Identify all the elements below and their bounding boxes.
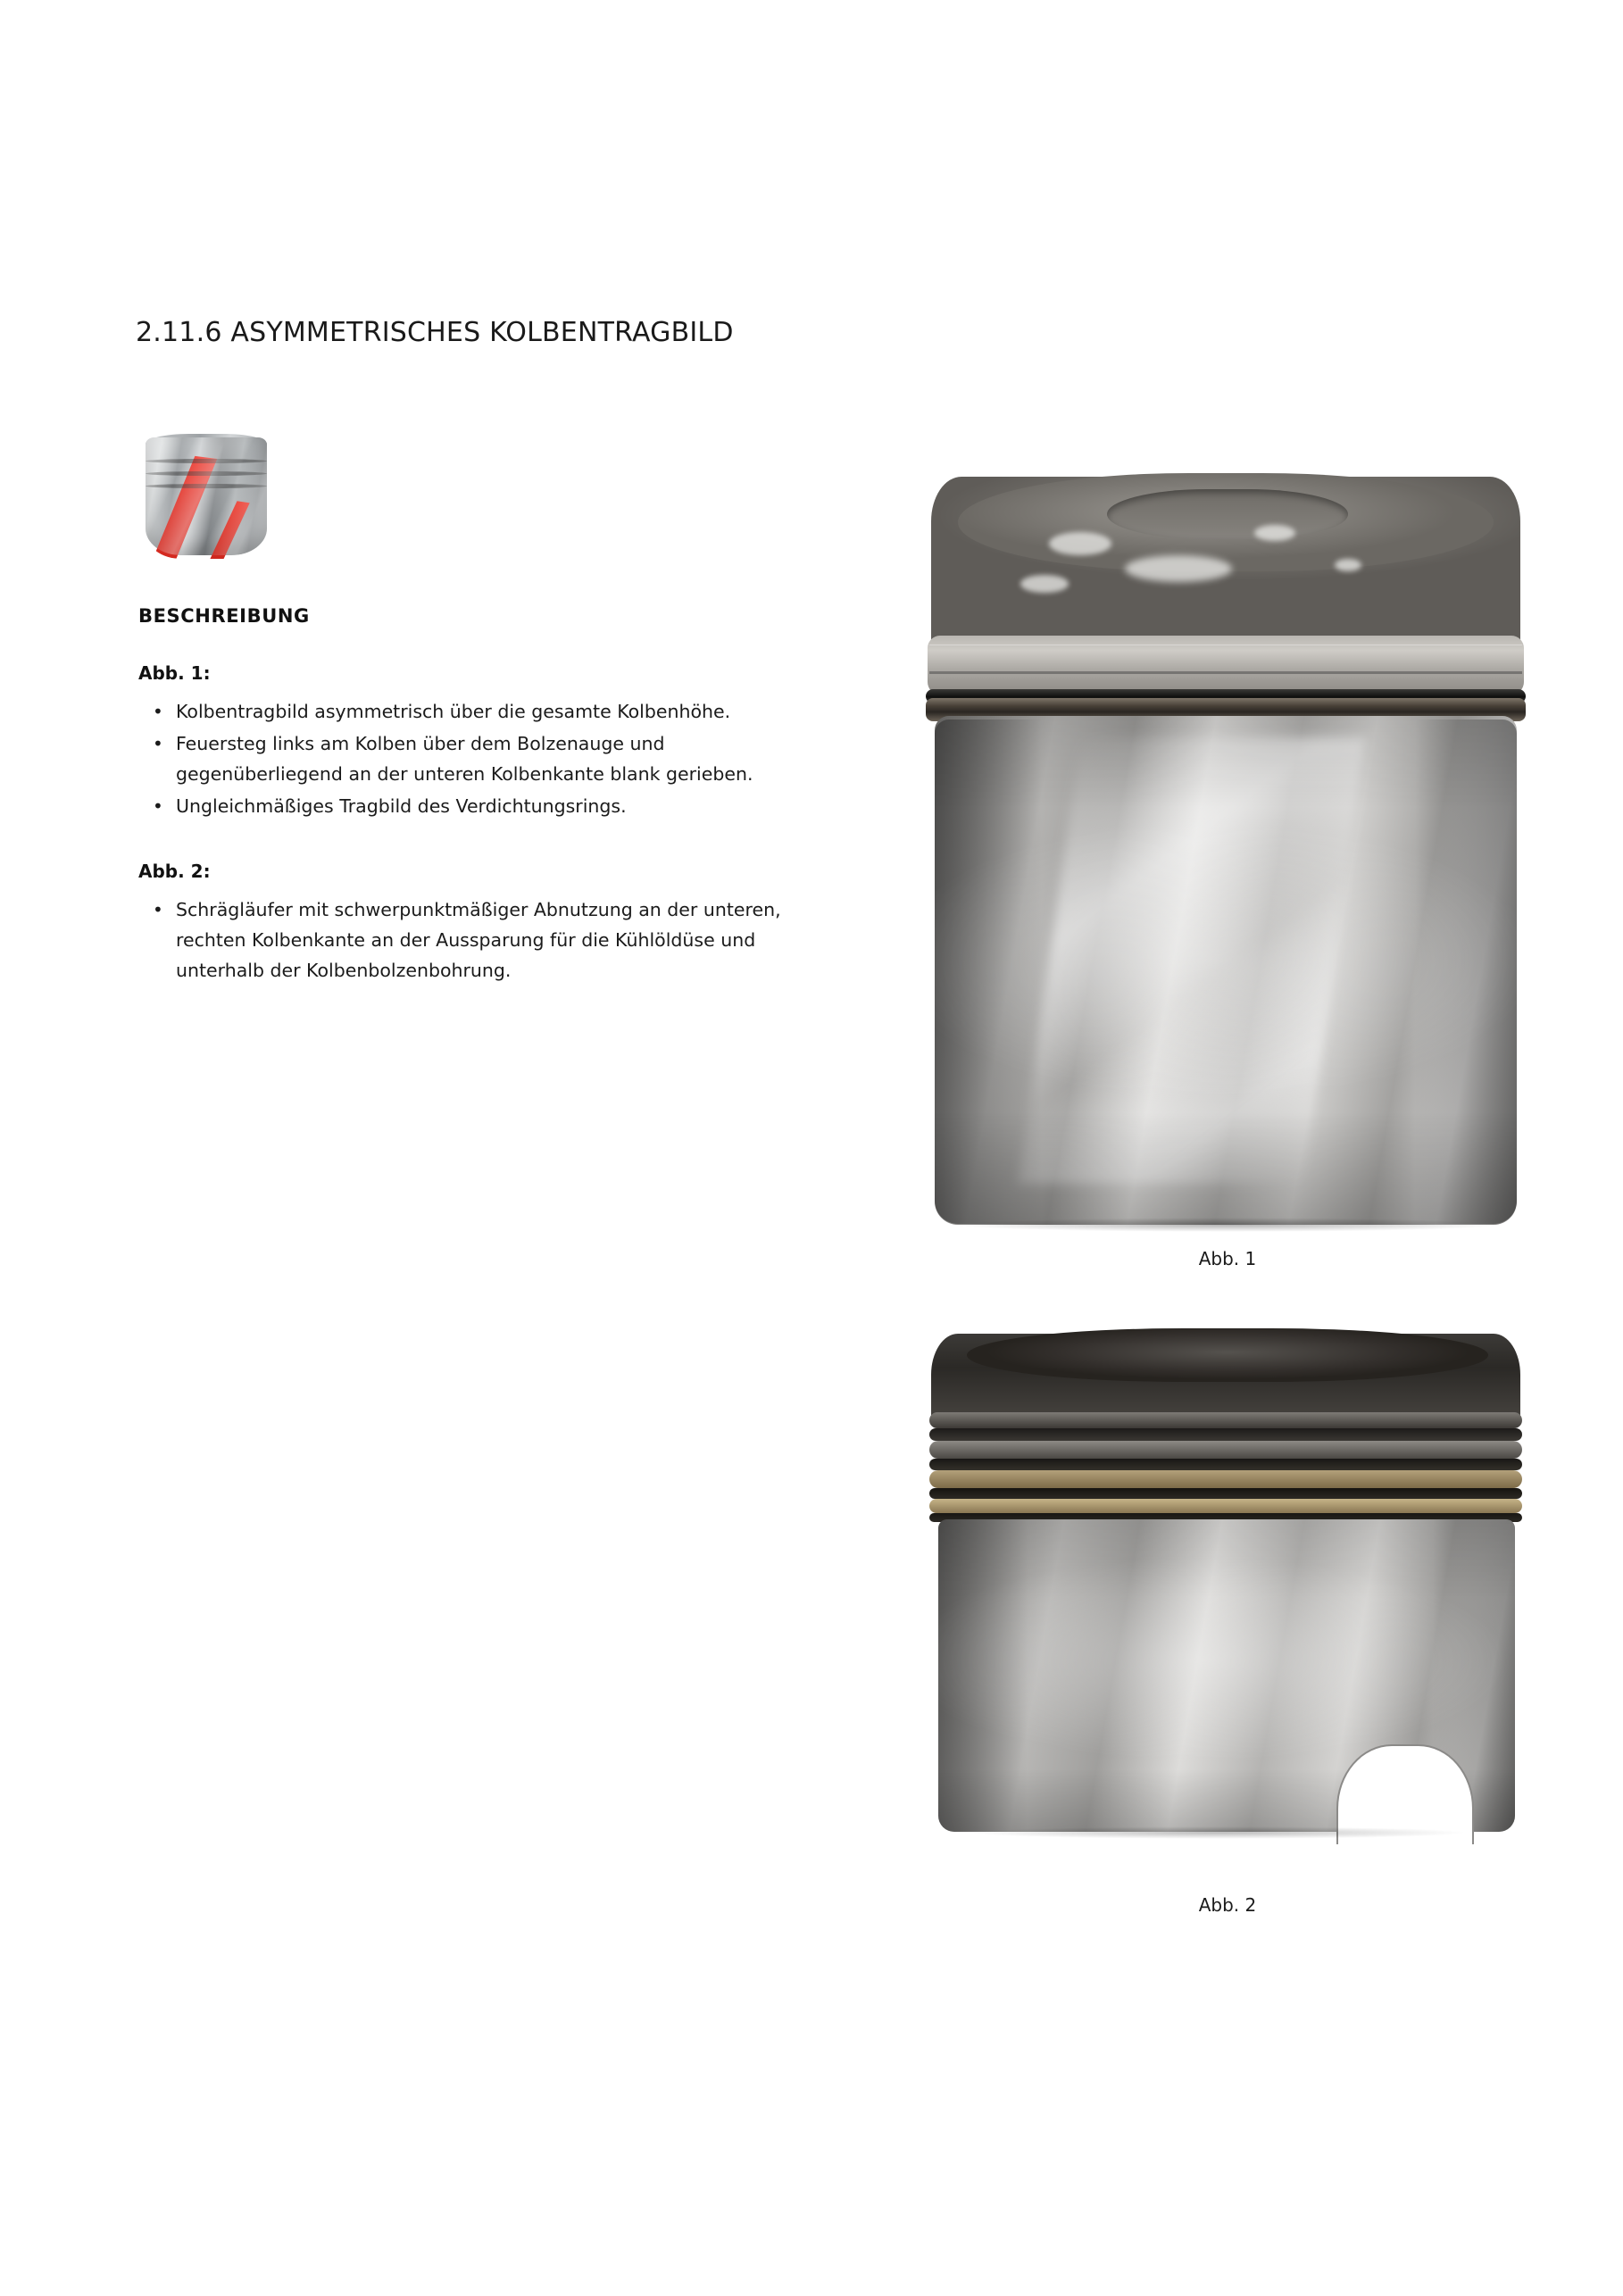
piston2-ring-bronze bbox=[929, 1470, 1522, 1488]
figure-1 bbox=[915, 470, 1540, 1269]
piston1-land-line bbox=[929, 671, 1522, 674]
piston1-ground-shadow bbox=[951, 1218, 1504, 1232]
piston-stripe-icon bbox=[138, 428, 274, 562]
piston-photo-1 bbox=[915, 470, 1540, 1237]
section-heading: BESCHREIBUNG bbox=[138, 605, 310, 627]
figure-1-label: Abb. 1: bbox=[138, 662, 211, 684]
piston2-groove-1 bbox=[929, 1428, 1522, 1441]
piston2-groove-3 bbox=[929, 1488, 1522, 1499]
list-item: • Kolbentragbild asymmetrisch über die gesamte Kolbenhöhe. bbox=[138, 696, 817, 727]
piston2-land-1 bbox=[929, 1412, 1522, 1428]
figure-2 bbox=[915, 1327, 1540, 1916]
piston1-deposit bbox=[1125, 555, 1232, 582]
piston2-groove-2 bbox=[929, 1459, 1522, 1470]
figure-1-caption: Abb. 1 bbox=[1198, 1248, 1257, 1269]
list-item: • Feuersteg links am Kolben über dem Bolzenauge und gegenüberliegend an der unteren Kolbenkante blank gerieben. bbox=[138, 728, 817, 789]
piston2-crown-top bbox=[967, 1328, 1488, 1382]
icon-ring-groove-1 bbox=[146, 459, 267, 463]
piston-photo-2 bbox=[915, 1327, 1540, 1880]
description-column bbox=[138, 428, 817, 1025]
figure-1-bullet-list bbox=[138, 696, 817, 821]
figure-2-bullet-list bbox=[138, 894, 817, 986]
icon-ring-groove-2 bbox=[146, 471, 267, 476]
piston2-land-2 bbox=[929, 1441, 1522, 1459]
piston1-skirt-sheen bbox=[935, 716, 1517, 1225]
piston1-deposit bbox=[1020, 575, 1069, 593]
piston1-deposit bbox=[1254, 525, 1295, 541]
list-item: • Ungleichmäßiges Tragbild des Verdichtungsrings. bbox=[138, 791, 817, 821]
figure-2-caption: Abb. 2 bbox=[1198, 1894, 1257, 1916]
icon-piston-clip bbox=[146, 434, 267, 559]
piston1-deposit bbox=[1335, 559, 1361, 571]
icon-ring-groove-3 bbox=[146, 484, 267, 488]
piston1-deposit bbox=[1049, 532, 1111, 555]
piston2-ground-shadow bbox=[969, 1826, 1469, 1839]
piston1-combustion-bowl bbox=[1107, 489, 1348, 539]
page-title: 2.11.6 ASYMMETRISCHES KOLBENTRAGBILD bbox=[136, 317, 734, 348]
figure-2-label: Abb. 2: bbox=[138, 861, 211, 882]
icon-wear-stripe-right bbox=[208, 501, 249, 559]
piston2-ring-bronze-2 bbox=[929, 1499, 1522, 1513]
list-item: • Schrägläufer mit schwerpunktmäßiger Abnutzung an der unteren, rechten Kolbenkante an der Aussparung für die Kühlöldüse und unterhalb der Kolbenbolzenbohrung. bbox=[138, 894, 817, 986]
